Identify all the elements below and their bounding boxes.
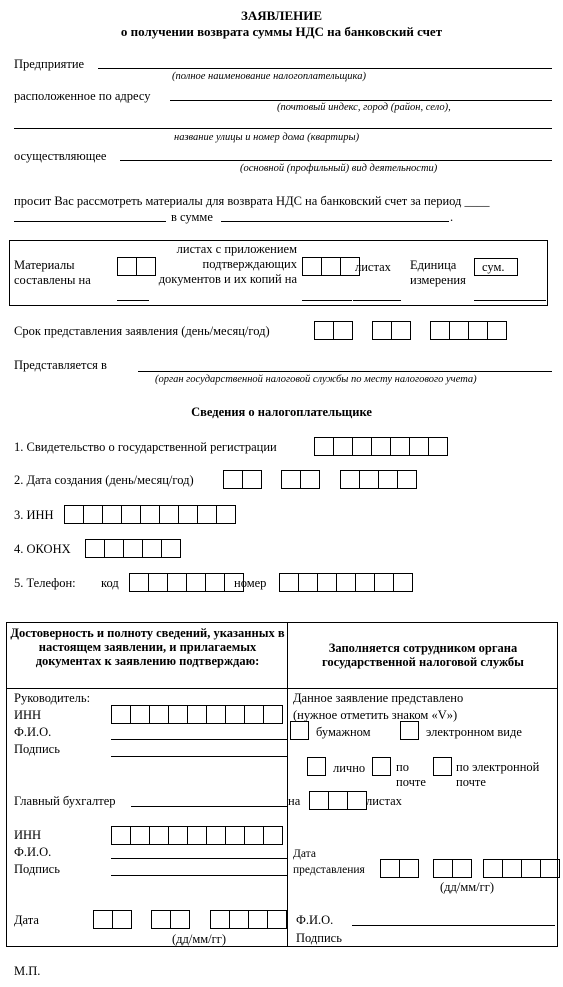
address-field[interactable]	[170, 100, 552, 101]
electronic-label: электронном виде	[426, 725, 522, 739]
presented-month[interactable]	[433, 859, 471, 878]
sum-label: в сумме	[171, 210, 213, 224]
activity-field[interactable]	[120, 160, 552, 161]
sheets-label-right: листах	[366, 794, 402, 808]
address-field-2[interactable]	[14, 128, 552, 129]
creation-month[interactable]	[281, 470, 319, 489]
chief-accountant-label: Главный бухгалтер	[14, 794, 116, 808]
head-label: Руководитель:	[14, 691, 91, 705]
head-fio-field[interactable]	[111, 739, 287, 740]
presented-label: Данное заявление представлено	[293, 691, 464, 705]
electronic-checkbox[interactable]	[400, 721, 419, 740]
date-presented-label: Дата представления	[293, 848, 365, 876]
head-inn-boxes[interactable]	[111, 705, 282, 724]
unit-value: сум.	[482, 260, 505, 274]
acc-inn-boxes[interactable]	[111, 826, 282, 845]
paper-checkbox[interactable]	[290, 721, 309, 740]
page-subtitle: о получении возврата суммы НДС на банковский счет	[120, 24, 443, 39]
code-label: код	[101, 576, 119, 590]
deadline-month[interactable]	[372, 321, 410, 340]
presented-day[interactable]	[380, 859, 418, 878]
email-checkbox[interactable]	[433, 757, 452, 776]
request-text: просит Вас рассмотреть материалы для возврата НДС на банковский счет за период ____	[14, 194, 490, 208]
deadline-label: Срок представления заявления (день/месяц/год)	[14, 324, 270, 338]
head-signature-label: Подпись	[14, 742, 60, 756]
on-label: на	[288, 794, 301, 808]
head-signature-field[interactable]	[111, 756, 287, 757]
phone-code-boxes[interactable]	[129, 573, 243, 592]
right-fio-label: Ф.И.О.	[296, 913, 334, 927]
submitted-to-label: Представляется в	[14, 358, 107, 372]
deadline-year[interactable]	[430, 321, 506, 340]
mark-hint: (нужное отметить знаком «V»)	[293, 708, 458, 722]
okonh-label: 4. ОКОНХ	[14, 542, 71, 556]
date-month[interactable]	[151, 910, 189, 929]
presented-date-hint: (дд/мм/гг)	[440, 880, 495, 894]
acc-signature-label: Подпись	[14, 862, 60, 876]
inn-boxes[interactable]	[64, 505, 235, 524]
enterprise-label: Предприятие	[14, 57, 85, 71]
chief-accountant-field[interactable]	[131, 806, 287, 807]
address-hint-2: название улицы и номер дома (квартиры)	[174, 132, 360, 143]
email-label: по электронной почте	[456, 760, 540, 789]
activity-hint: (основной (профильный) вид деятельности)	[240, 163, 438, 174]
period-field[interactable]	[14, 221, 166, 222]
presented-year[interactable]	[483, 859, 559, 878]
sheets-attach-label: листах с приложением подтверждающих документов и их копий на	[158, 242, 297, 286]
date-year[interactable]	[210, 910, 286, 929]
right-signature-label: Подпись	[296, 931, 342, 945]
head-fio-label: Ф.И.О.	[14, 725, 52, 739]
sum-field[interactable]	[221, 221, 449, 222]
reg-cert-boxes[interactable]	[314, 437, 447, 456]
unit-label: Единица измерения	[410, 258, 466, 287]
acc-signature-field[interactable]	[111, 875, 287, 876]
presented-sheets-boxes[interactable]	[309, 791, 366, 810]
acc-fio-label: Ф.И.О.	[14, 845, 52, 859]
number-label: номер	[234, 576, 267, 590]
enterprise-field[interactable]	[98, 68, 552, 69]
right-fio-field[interactable]	[352, 925, 555, 926]
phone-number-boxes[interactable]	[279, 573, 412, 592]
date-hint: (дд/мм/гг)	[172, 932, 227, 946]
personally-checkbox[interactable]	[307, 757, 326, 776]
materials-sheets-boxes[interactable]	[117, 257, 155, 276]
address-label: расположенное по адресу	[14, 89, 151, 103]
enterprise-hint: (полное наименование налогоплательщика)	[172, 71, 366, 82]
stamp-label: М.П.	[14, 964, 41, 978]
activity-label: осуществляющее	[14, 149, 107, 163]
submitted-to-field[interactable]	[138, 371, 552, 372]
creation-year[interactable]	[340, 470, 416, 489]
materials-label: Материалы составлены на	[14, 258, 91, 287]
head-inn-label: ИНН	[14, 708, 42, 722]
page-title: ЗАЯВЛЕНИЕ	[240, 8, 323, 23]
paper-label: бумажном	[316, 725, 371, 739]
creation-day[interactable]	[223, 470, 261, 489]
acc-fio-field[interactable]	[111, 858, 287, 859]
deadline-day[interactable]	[314, 321, 352, 340]
phone-label: 5. Телефон:	[14, 576, 76, 590]
okonh-boxes[interactable]	[85, 539, 180, 558]
date-day[interactable]	[93, 910, 131, 929]
submitted-to-hint: (орган государственной налоговой службы по месту налогового учета)	[155, 374, 477, 385]
creation-date-label: 2. Дата создания (день/месяц/год)	[14, 473, 194, 487]
address-hint-1: (почтовый индекс, город (район, село),	[277, 102, 451, 113]
date-label: Дата	[14, 913, 39, 927]
left-header: Достоверность и полноту сведений, указанных в настоящем заявлении, и прилагаемых документах к заявлению подтверждаю:	[10, 626, 285, 668]
mail-checkbox[interactable]	[372, 757, 391, 776]
sheets-label: листах	[355, 260, 391, 274]
attach-sheets-boxes[interactable]	[302, 257, 359, 276]
right-header: Заполняется сотрудником органа государственной налоговой службы	[322, 641, 524, 669]
taxpayer-section-title: Сведения о налогоплательщике	[191, 405, 372, 419]
personally-label: лично	[333, 761, 366, 775]
mail-label: по почте	[396, 760, 426, 789]
reg-cert-label: 1. Свидетельство о государственной регистрации	[14, 440, 277, 454]
acc-inn-label: ИНН	[14, 828, 42, 842]
inn-label: 3. ИНН	[14, 508, 54, 522]
